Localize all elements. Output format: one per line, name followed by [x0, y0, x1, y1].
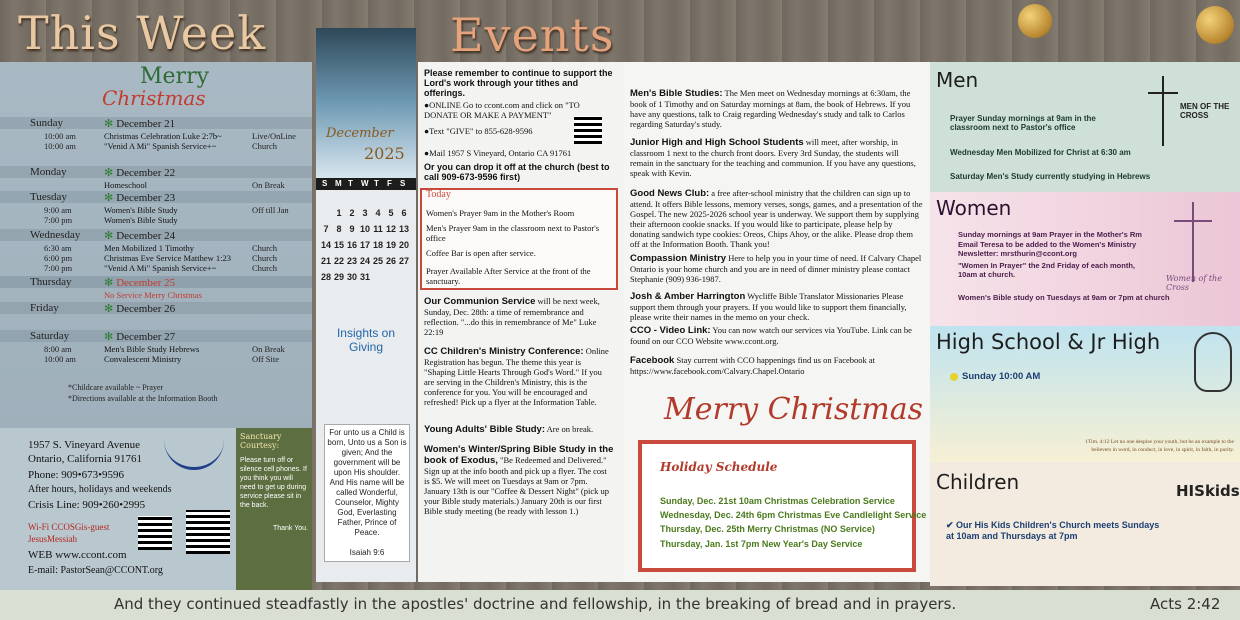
calendar-day[interactable]: 13 [398, 224, 409, 234]
weekday-label: T [374, 179, 379, 188]
qr-code-icon[interactable] [574, 116, 602, 144]
highschool-verse: 1Tim. 4:12 Let no one despise your youth, but be an example to the believers in word, in conduct, in love, in spirit, in faith, in purity. [1085, 439, 1234, 453]
event-location: Off till Jan [252, 205, 289, 215]
day-name: Saturday [30, 330, 70, 342]
calendar-day[interactable]: 30 [346, 272, 357, 282]
day-name: Thursday [30, 276, 72, 288]
day-name: Sunday [30, 117, 63, 129]
insights-on-giving[interactable]: Insights on Giving [336, 326, 396, 354]
calendar-day[interactable]: 11 [373, 224, 383, 234]
day-date [104, 166, 175, 179]
snowflake-icon: ✻ [104, 167, 114, 179]
announcement [424, 296, 614, 337]
announcement [424, 424, 614, 435]
calendar-day[interactable]: 26 [385, 256, 396, 266]
event-name: Men's Bible Study Hebrews [104, 344, 200, 354]
event-time: 8:00 am [44, 344, 72, 354]
courtesy-body: Please turn off or silence cell phones. If you think you will need to get up during service please sit in the back. [240, 457, 307, 509]
calendar-day[interactable]: 29 [333, 272, 344, 282]
event-name: Women's Bible Study [104, 205, 178, 215]
qr-code-icon[interactable] [138, 516, 172, 550]
women-item: Email Teresa to be added to the Women's Ministry Newsletter: mrsthurin@ccont.org [958, 240, 1137, 258]
crisis-line: Crisis Line: 909•260•2995 [28, 499, 146, 511]
calendar-day[interactable]: 27 [398, 256, 409, 266]
calendar-day[interactable]: 6 [401, 208, 407, 218]
event-name: No Service Merry Christmas [104, 290, 202, 300]
event-name: Convalescent Ministry [104, 354, 182, 364]
calendar-day[interactable]: 23 [346, 256, 357, 266]
event-name: "Venid A Mi" Spanish Service+~ [104, 263, 217, 273]
announcement [424, 444, 614, 516]
event-time: 10:00 am [44, 354, 76, 364]
giving-intro: Please remember to continue to support the Lord's work through your tithes and offerings. [424, 68, 613, 98]
women-item: "Women In Prayer" the 2nd Friday of each month, 10am at church. [958, 261, 1136, 279]
weekday-label: S [400, 179, 406, 188]
calendar-day[interactable]: 24 [359, 256, 370, 266]
phone: Phone: 909•673•9596 [28, 469, 125, 481]
day-date [104, 276, 175, 289]
website-link[interactable]: WEB www.ccont.com [28, 549, 127, 561]
day-name: Monday [30, 166, 67, 178]
announcement-heading: Facebook [630, 355, 675, 366]
calendar-day[interactable]: 3 [362, 208, 368, 218]
snowflake-icon: ✻ [104, 118, 114, 130]
day-date [104, 229, 175, 242]
women-item: Sunday mornings at 9am Prayer in the Mother's Rm [958, 230, 1142, 239]
event-location: On Break [252, 344, 285, 354]
calendar-day[interactable]: 5 [388, 208, 394, 218]
event-name: Women's Bible Study [104, 215, 178, 225]
event-time: 10:00 am [44, 141, 76, 151]
calendar-day[interactable]: 25 [372, 256, 383, 266]
announcement [630, 325, 924, 346]
giving-text: ●Text "GIVE" to 855-628-9596 [424, 126, 533, 136]
announcement [630, 253, 924, 284]
men-item: Saturday Men's Study currently studying in Hebrews [950, 172, 1151, 181]
announcement-heading: Good News Club: [630, 188, 710, 199]
calendar-day[interactable]: 10 [359, 224, 370, 234]
wifi: Wi-Fi CCOSGis-guest [28, 522, 110, 532]
ornament-icon [1196, 6, 1234, 44]
giving-mail: ●Mail 1957 S Vineyard, Ontario CA 91761 [424, 148, 572, 158]
children-title: Children [936, 470, 1020, 494]
announcement-text: "Be Redeemed and Delivered." Sign up at the info booth and pick up a flyer. The cost is $5. We will meet on Tuesdays at 9am or 7pm. January 13th is our "Coffee & Dessert Night" (pick up your Bible study materials.) January 20th is our first Bible study meeting (be ready with lesson 1.) [424, 455, 610, 516]
announcement [630, 137, 924, 178]
day-date-text: December 24 [116, 230, 176, 242]
calendar-month: December [326, 126, 394, 141]
weekday-label: F [387, 179, 392, 188]
announcement-heading: Josh & Amber Harrington [630, 291, 746, 302]
day-date [104, 117, 175, 130]
today-box [420, 188, 618, 290]
hiskids-logo: HISkids [1176, 482, 1240, 500]
calendar-day[interactable]: 15 [333, 240, 344, 250]
men-item: Prayer Sunday mornings at 9am in the classroom next to Pastor's office [950, 114, 1096, 132]
today-item: Coffee Bar is open after service. [426, 248, 536, 258]
today-item: Prayer Available After Service at the front of the sanctuary. [426, 266, 591, 286]
women-item: Women's Bible study on Tuesdays at 9am or 7pm at church [958, 293, 1170, 302]
calendar-day[interactable]: 17 [359, 240, 370, 250]
holiday-item: Wednesday, Dec. 24th 6pm Christmas Eve Candlelight Service [660, 510, 927, 520]
note-childcare: *Childcare available ~ Prayer [68, 383, 164, 392]
women-logo: Women of the Cross [1166, 274, 1222, 292]
announcement [630, 291, 924, 322]
courtesy-title: Sanctuary Courtesy: [240, 432, 282, 450]
highschool-title: High School & Jr High [936, 330, 1161, 354]
holiday-item: Sunday, Dec. 21st 10am Christmas Celebration Service [660, 496, 895, 506]
highschool-time: Sunday 10:00 AM [962, 371, 1041, 382]
day-date [104, 302, 175, 315]
calendar-day[interactable]: 22 [333, 256, 344, 266]
day-date-text: December 27 [116, 331, 176, 343]
calendar-day[interactable]: 28 [320, 272, 331, 282]
cross-icon [1174, 220, 1212, 222]
snowflake-icon: ✻ [104, 230, 114, 242]
calendar-day[interactable]: 14 [320, 240, 331, 250]
weekday-label: W [361, 179, 369, 188]
event-time: 10:00 am [44, 131, 76, 141]
note-directions: *Directions available at the Information Booth [68, 394, 218, 403]
footer [0, 590, 1240, 620]
weekday-label: T [348, 179, 353, 188]
verse-text: For unto us a Child is born, Unto us a Son is given; And the government will be upon His shoulder. And His name will be called Wonderful, Counselor, Mighty God, Everlasting Father, Prince of Peace. [327, 428, 407, 537]
announcement-text: Wycliffe Bible Translator Missionaries Please support them through your prayers. If you would like to support them financially, please write their names in the memo on your check. [630, 291, 907, 322]
announcement-text: You can now watch our services via YouTube. Link can be found on our CCO Website www.ccont.org. [630, 325, 912, 346]
announcement-text: Are on break. [545, 424, 594, 434]
day-date-text: December 25 [116, 277, 176, 289]
event-location: Church [252, 253, 278, 263]
day-date-text: December 21 [116, 118, 176, 130]
snowflake-icon: ✻ [104, 277, 114, 289]
announcement-text: will be next week, Sunday, Dec. 28th: a time of remembrance and reflection. "...do this in remembrance of Me" Luke 22:19 [424, 296, 600, 337]
event-time: 6:00 pm [44, 253, 73, 263]
event-name: "Venid A Mi" Spanish Service+~ [104, 141, 217, 151]
calendar-day[interactable]: 8 [336, 224, 342, 234]
calendar-year: 2025 [364, 144, 405, 163]
address-line-1: 1957 S. Vineyard Avenue [28, 439, 140, 451]
snowflake-icon: ✻ [104, 331, 114, 343]
day-date [104, 330, 175, 343]
address-line-2: Ontario, California 91761 [28, 453, 142, 465]
giving-online: ●ONLINE Go to ccont.com and click on "TO DONATE OR MAKE A PAYMENT" [424, 100, 580, 120]
holiday-item: Thursday, Dec. 25th Merry Christmas (NO Service) [660, 524, 875, 534]
calendar-day[interactable]: 2 [349, 208, 355, 218]
children-section [930, 462, 1240, 586]
event-location: Church [252, 141, 278, 151]
after-hours: After hours, holidays and weekends [28, 484, 172, 495]
announcement-text: The Men meet on Wednesday mornings at 6:30am, the book of 1 Timothy and on Saturday mornings at 8am, the book of Hebrews. If you have any questions, talk to Craig regarding Wednesday's study and talk to Carlos regarding Saturday's study. [630, 88, 911, 129]
announcement [424, 346, 614, 407]
verse-ref: Isaiah 9:6 [349, 548, 385, 557]
day-date [104, 191, 175, 204]
announcement-heading: CCO - Video Link: [630, 325, 711, 336]
event-name: Homeschool [104, 180, 147, 190]
today-item: Men's Prayer 9am in the classroom next to Pastor's office [426, 223, 600, 243]
calendar-day[interactable]: 9 [349, 224, 355, 234]
announcement-text: Here to help you in your time of need. If Calvary Chapel Ontario is your home church and you are in need of dinner ministry please contact Stephanie (909) 936-1987. [630, 253, 922, 284]
merry-christmas-banner: Merry Christmas [664, 392, 924, 427]
calendar-day[interactable]: 19 [385, 240, 396, 250]
schedule-notes [68, 382, 218, 404]
event-time: 7:00 pm [44, 263, 73, 273]
cross-icon [1148, 92, 1178, 94]
sun-bullet-icon [950, 373, 958, 381]
announcement [630, 188, 924, 249]
ornament-icon [1018, 4, 1052, 38]
children-text: ✔ Our His Kids Children's Church meets Sundays at 10am and Thursdays at 7pm [946, 520, 1160, 541]
event-location: Church [252, 263, 278, 273]
event-name: Christmas Celebration Luke 2:7b~ [104, 131, 222, 141]
weekday-label: M [335, 179, 342, 188]
snowflake-icon: ✻ [104, 192, 114, 204]
events-title: Events [450, 8, 615, 62]
footer-ref: Acts 2:42 [1150, 595, 1221, 613]
email-link[interactable]: E-mail: PastorSean@CCONT.org [28, 565, 163, 576]
weekday-label: S [322, 179, 328, 188]
announcement-heading: Our Communion Service [424, 296, 536, 307]
announcement [630, 88, 924, 129]
event-time: 7:00 pm [44, 215, 73, 225]
announcement-heading: Women's Winter/Spring Bible Study in the book of Exodus, [424, 444, 614, 466]
event-time: 9:00 am [44, 205, 72, 215]
day-name: Wednesday [30, 229, 81, 241]
today-item: Women's Prayer 9am in the Mother's Room [426, 208, 575, 218]
event-time: 6:30 am [44, 243, 72, 253]
calendar-day[interactable]: 1 [336, 208, 342, 218]
day-name: Friday [30, 302, 59, 314]
holiday-title: Holiday Schedule [660, 460, 778, 474]
qr-code-icon[interactable] [186, 510, 230, 554]
event-location: Church [252, 243, 278, 253]
cross-icon [1192, 202, 1194, 282]
giving-drop: Or you can drop it off at the church (best to call 909-673-9596 first) [424, 162, 610, 182]
calendar-day[interactable]: 16 [346, 240, 357, 250]
event-location: Live/OnLine [252, 131, 296, 141]
church-logo-icon [164, 438, 224, 470]
sanctuary-courtesy [236, 428, 312, 590]
footprint-icon [1194, 332, 1232, 392]
calendar-day[interactable]: 18 [372, 240, 383, 250]
courtesy-thanks: Thank You. [272, 525, 308, 532]
calendar-day[interactable]: 31 [359, 272, 370, 282]
event-location: On Break [252, 180, 285, 190]
men-item: Wednesday Men Mobilized for Christ at 6:30 am [950, 148, 1131, 157]
highschool-section [930, 326, 1240, 462]
men-title: Men [936, 68, 979, 92]
men-logo: MEN OF THE CROSS [1180, 102, 1230, 120]
calendar-day[interactable]: 4 [375, 208, 381, 218]
event-name: Christmas Eve Service Matthew 1:23 [104, 253, 232, 263]
day-date-text: December 22 [116, 167, 176, 179]
footer-verse: And they continued steadfastly in the apostles' doctrine and fellowship, in the breaking of bread and in prayers. [114, 595, 957, 613]
calendar-day[interactable]: 21 [320, 256, 331, 266]
calendar-day[interactable]: 20 [398, 240, 409, 250]
announcement-heading: Compassion Ministry [630, 253, 727, 264]
announcement-text: Online Registration has begun. The theme this year is "Shaping Little Hearts Through God's Word." If you are serving in the Children's Ministry, this is the conference for you. You will be encouraged and refreshed! Pick up a flyer at the Information Table. [424, 346, 609, 407]
day-name: Tuesday [30, 191, 67, 203]
winter-scene-image [316, 28, 416, 178]
cross-icon [1162, 76, 1164, 146]
event-location: Off Site [252, 354, 279, 364]
women-title: Women [936, 196, 1012, 220]
verse-box [324, 424, 410, 562]
announcement [630, 355, 924, 376]
event-name: Men Mobilized 1 Timothy [104, 243, 194, 253]
announcement-heading: Young Adults' Bible Study: [424, 424, 545, 435]
announcement-heading: Junior High and High School Students [630, 137, 804, 148]
announcement-heading: CC Children's Ministry Conference: [424, 346, 584, 357]
announcement-text: Stay current with CCO happenings find us on Facebook at https://www.facebook.com/Calvary.Chapel.Ontario [630, 355, 876, 376]
women-section [930, 192, 1240, 326]
calendar-day[interactable]: 12 [385, 224, 396, 234]
holiday-schedule [638, 440, 916, 572]
day-date-text: December 23 [116, 192, 176, 204]
merry-label: Merry [140, 64, 210, 89]
day-date-text: December 26 [116, 303, 176, 315]
wifi-password: JesusMessiah [28, 534, 77, 544]
calendar-day[interactable]: 7 [323, 224, 329, 234]
announcement-text: a free after-school ministry that the children can sign up to attend. It offers Bible lessons, memory verses, songs, games, and a presentation of the Gospel. The new 2025-2026 school year is underway. We support them by supplying their afternoon cookie snacks. If you would like to participate, please help by donating sandwich type cookies: Oreos, Chips Ahoy, or the alike. Please drop them off at the Information Booth. Thank you! [630, 188, 923, 249]
announcement-text: will meet, after worship, in classroom 1 next to the church front doors. Every 3rd Sunday, the students will remain in the sanctuary for the teaching and communion. If you have any questions, speak with Kevin. [630, 137, 916, 178]
announcement-heading: Men's Bible Studies: [630, 88, 723, 99]
today-label: Today [426, 189, 451, 200]
christmas-label: Christmas [102, 86, 206, 110]
snowflake-icon: ✻ [104, 303, 114, 315]
this-week-title: This Week [18, 6, 267, 60]
contact-block [0, 428, 236, 590]
holiday-item: Thursday, Jan. 1st 7pm New Year's Day Service [660, 539, 863, 549]
